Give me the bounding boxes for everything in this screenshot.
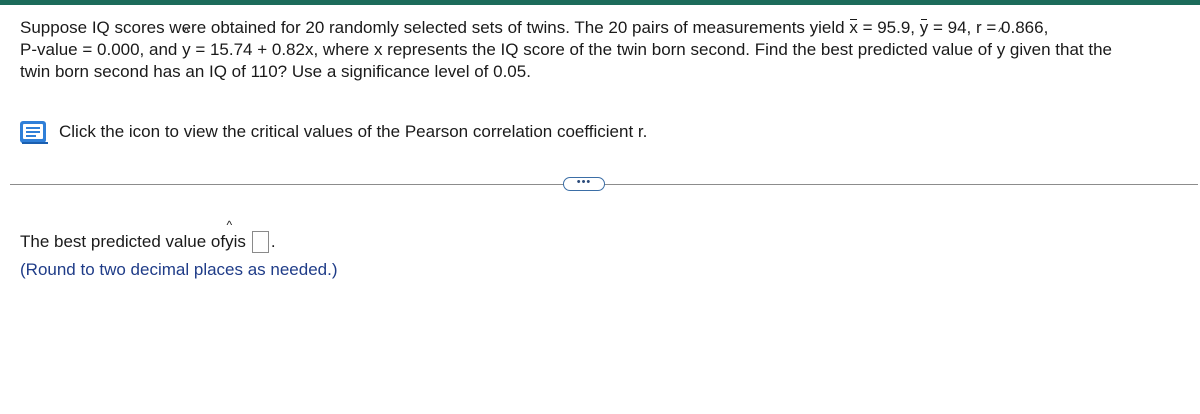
question-line2-text-c: given that the [1005, 40, 1112, 59]
expand-more-button[interactable]: ••• [563, 177, 605, 191]
y-bar-symbol: y [919, 18, 929, 37]
x-bar-symbol: x [849, 18, 858, 37]
question-line2-text-a: P-value = 0.000, and [20, 40, 183, 59]
question-line2-text-b: = 15.74 + 0.82x, where x represents the IQ score of the twin born second. Find the best predicted value of [190, 40, 997, 59]
answer-y-hat-symbol: ^ y [225, 232, 234, 252]
question-line1-text: Suppose IQ scores were obtained for 20 randomly selected sets of twins. The 20 pairs of measurements yield [20, 18, 850, 37]
answer-period: . [270, 232, 276, 251]
question-text [20, 17, 1185, 83]
question-line-2 [20, 39, 1185, 61]
x-bar-value: = 95.9, [857, 18, 920, 37]
critical-values-hint[interactable] [18, 118, 647, 146]
hint-text: Click the icon to view the critical values of the Pearson correlation coefficient r. [59, 122, 648, 141]
question-line-3: twin born second has an IQ of 110? Use a significance level of 0.05. [20, 62, 531, 81]
book-icon[interactable] [18, 118, 50, 146]
rounding-note: (Round to two decimal places as needed.) [20, 260, 338, 279]
answer-prefix: The best predicted value of [20, 232, 226, 251]
y-hat-symbol: ^ y [182, 39, 191, 61]
answer-row [20, 231, 276, 253]
y-hat-symbol-2: ^ y [997, 39, 1006, 61]
question-line-1 [20, 17, 1185, 39]
answer-input-box[interactable] [252, 231, 269, 253]
answer-mid: is [233, 232, 246, 251]
top-accent-bar [0, 0, 1200, 5]
y-bar-value: = 94, r = 0.866, [928, 18, 1049, 37]
